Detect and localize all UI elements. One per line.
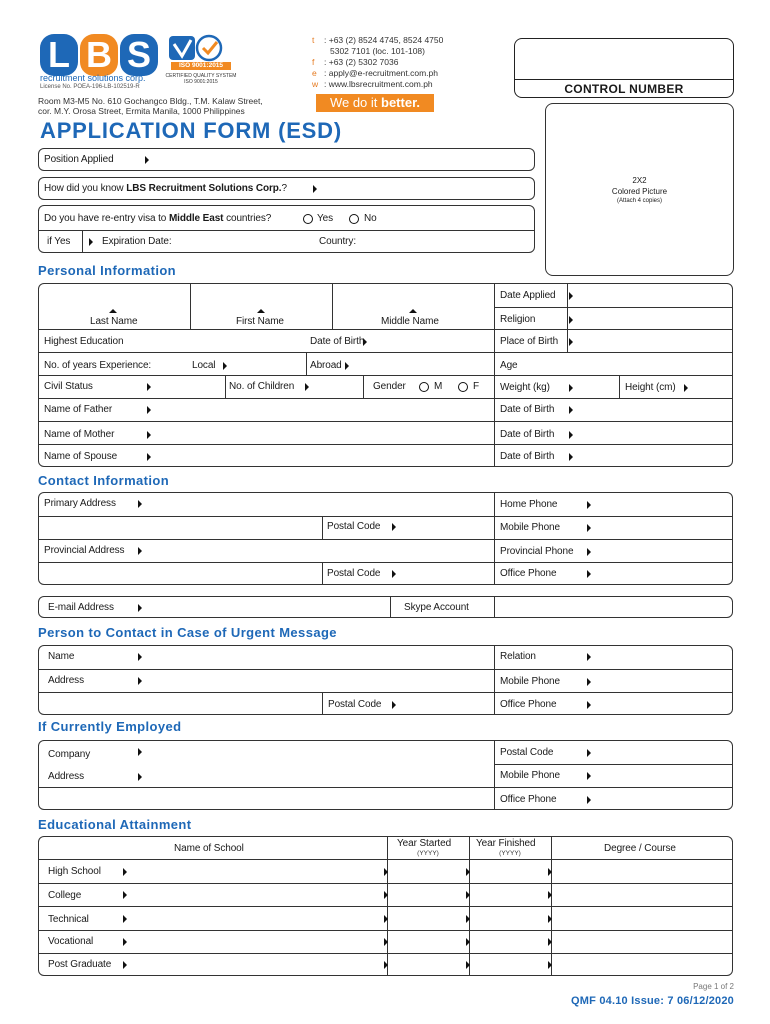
provincial-phone-arrow-icon (587, 548, 591, 556)
college-input[interactable] (127, 883, 382, 904)
edu-level-post-graduate: Post Graduate (48, 959, 112, 970)
employer-address-input[interactable] (142, 764, 492, 785)
high-school-input[interactable] (127, 859, 382, 880)
date-applied-label: Date Applied (500, 290, 556, 301)
edu-arrow-icon (466, 938, 470, 946)
contact-key-e: e (312, 68, 317, 78)
first-name-label: First Name (236, 316, 284, 327)
contact-fax: f : +63 (2) 5302 7036 (312, 57, 399, 67)
employment-hline (494, 764, 732, 765)
religion-input[interactable] (568, 307, 732, 328)
contact-key-f: f (312, 57, 315, 67)
source-label-pre: How did you know (44, 183, 127, 194)
personal-vline (306, 352, 307, 375)
middle-name-up-icon (409, 309, 417, 313)
father-dob-arrow-icon (569, 406, 573, 414)
urgent-postal-arrow-icon (392, 701, 396, 709)
company-input[interactable] (142, 741, 492, 762)
expiration-label: Expiration Date: (102, 236, 172, 247)
if-yes-label: if Yes (47, 236, 71, 247)
date-of-birth-label: Date of Birth (310, 336, 365, 347)
email-input[interactable] (142, 597, 388, 617)
edu-arrow-icon (466, 868, 470, 876)
tagline-banner (316, 94, 434, 112)
contact-hline (39, 516, 494, 517)
personal-vline (567, 329, 568, 352)
if-yes-separator (82, 230, 83, 253)
personal-vline-right (494, 284, 495, 467)
edu-arrow-icon (384, 938, 388, 946)
edu-arrow-icon (548, 961, 552, 969)
mobile-phone-input[interactable] (590, 516, 732, 537)
section-contact-info: Contact Information (38, 473, 170, 488)
primary-address-label: Primary Address (44, 498, 116, 509)
date-of-birth-arrow-icon (363, 338, 367, 346)
reentry-no-label: No (364, 213, 377, 224)
technical-input[interactable] (127, 906, 382, 927)
edu-arrow-icon (384, 915, 388, 923)
tagline-bold: better. (381, 95, 421, 110)
edu-arrow-icon (384, 868, 388, 876)
education-vline (387, 837, 388, 976)
no-children-arrow-icon (305, 383, 309, 391)
col-finished-header: Year Finished (476, 838, 536, 849)
spouse-label: Name of Spouse (44, 451, 118, 462)
reentry-label (44, 213, 271, 225)
abroad-arrow-icon (345, 362, 349, 370)
reentry-yes-radio[interactable] (303, 214, 313, 224)
gender-label: Gender (373, 381, 406, 392)
edu-level-high-school: High School (48, 866, 101, 877)
skype-input[interactable] (495, 597, 732, 617)
personal-vline (363, 375, 364, 398)
email-label: E-mail Address (48, 602, 114, 613)
edu-arrow-icon (548, 938, 552, 946)
father-arrow-icon (147, 406, 151, 414)
height-arrow-icon (684, 384, 688, 392)
reentry-label-region: Middle East (168, 213, 224, 224)
photo-caption: Colored Picture (611, 187, 668, 196)
position-applied-input[interactable] (150, 149, 534, 170)
personal-hline (39, 375, 732, 376)
section-personal-info: Personal Information (38, 263, 177, 278)
contact-vline-right (494, 493, 495, 585)
col-started-format: (YYYY) (417, 850, 439, 857)
edu-arrow-icon (548, 868, 552, 876)
section-currently-employed: If Currently Employed (38, 719, 182, 734)
control-number-label: CONTROL NUMBER (564, 82, 684, 96)
page-number: Page 1 of 2 (693, 982, 734, 991)
local-label: Local (192, 360, 216, 371)
education-vline (551, 837, 552, 976)
personal-hline (39, 398, 732, 399)
employment-hline (39, 787, 732, 788)
home-phone-label: Home Phone (500, 499, 558, 510)
edu-arrow-icon (466, 891, 470, 899)
urgent-address-input[interactable] (142, 669, 492, 690)
photo-note: (Attach 4 copies) (616, 198, 663, 204)
tagline-text: We do it (329, 95, 382, 110)
contact-hline (494, 562, 732, 563)
office-address-1: Room M3-M5 No. 610 Gochangco Bldg., T.M. Kalaw Street, (38, 96, 263, 106)
last-name-input[interactable] (39, 284, 189, 306)
weight-label: Weight (kg) (500, 382, 550, 393)
middle-name-label: Middle Name (381, 316, 439, 327)
personal-hline (39, 329, 732, 330)
personal-vline (619, 375, 620, 398)
photo-size: 2X2 (632, 176, 647, 185)
civil-status-arrow-icon (147, 383, 151, 391)
edu-level-technical: Technical (48, 914, 89, 925)
relation-label: Relation (500, 651, 536, 662)
personal-vline (225, 375, 226, 398)
edu-level-college: College (48, 890, 82, 901)
first-name-up-icon (257, 309, 265, 313)
mother-arrow-icon (147, 431, 151, 439)
father-input[interactable] (152, 421, 492, 442)
urgent-name-label: Name (48, 651, 75, 662)
urgent-vline-right (494, 646, 495, 715)
employment-vline-right (494, 741, 495, 810)
country-input[interactable] (375, 230, 533, 252)
section-urgent-contact: Person to Contact in Case of Urgent Message (38, 625, 337, 640)
control-number-divider (515, 79, 733, 80)
highest-education-label: Highest Education (44, 336, 124, 347)
contact-phone: t : +63 (2) 8524 4745, 8524 4750 (312, 35, 444, 45)
reentry-label-post: countries? (223, 213, 272, 224)
place-of-birth-arrow-icon (569, 338, 573, 346)
provincial-phone-label: Provincial Phone (500, 546, 574, 557)
source-label-company: LBS Recruitment Solutions Corp. (126, 183, 282, 194)
iso-certification-badge (165, 34, 237, 88)
col-degree-header: Degree / Course (604, 843, 676, 854)
gender-female-radio[interactable] (458, 382, 468, 392)
spouse-dob-label: Date of Birth (500, 451, 555, 462)
employer-mobile-label: Mobile Phone (500, 770, 560, 781)
mother-dob-arrow-icon (569, 431, 573, 439)
provincial-address-input[interactable] (142, 539, 492, 560)
office-phone-arrow-icon (587, 570, 591, 578)
personal-hline (39, 352, 732, 353)
abroad-label: Abroad (310, 360, 342, 371)
local-arrow-icon (223, 362, 227, 370)
skype-label: Skype Account (404, 602, 469, 613)
urgent-postal-label: Postal Code (328, 699, 382, 710)
reentry-no-radio[interactable] (349, 214, 359, 224)
urgent-hline (39, 692, 732, 693)
mother-label: Name of Mother (44, 429, 115, 440)
contact-phone-2 (330, 46, 425, 56)
col-school-header: Name of School (174, 843, 244, 854)
spouse-dob-arrow-icon (569, 453, 573, 461)
no-children-label: No. of Children (229, 381, 295, 392)
primary-postal-arrow-icon (392, 523, 396, 531)
iso-label: ISO 9001:2015 (178, 62, 224, 69)
contact-key-t: t (312, 35, 315, 45)
contact-phone-value: +63 (2) 8524 4745, 8524 4750 (328, 35, 444, 45)
edu-level-vocational: Vocational (48, 936, 94, 947)
license-number: License No. POEA-196-LB-102519-R (40, 84, 140, 90)
employer-office-arrow-icon (587, 796, 591, 804)
contact-fax-value: +63 (2) 5302 7036 (328, 57, 399, 67)
reentry-yes-label: Yes (317, 213, 334, 224)
source-label-post: ? (281, 183, 287, 194)
logo-letter-b: B (80, 34, 118, 76)
expiration-arrow-icon (89, 238, 93, 246)
contact-web: w : www.lbsrecruitment.com.ph (312, 79, 433, 89)
country-label: Country: (319, 236, 356, 247)
employer-postal-arrow-icon (587, 749, 591, 757)
office-phone-label: Office Phone (500, 568, 557, 579)
urgent-name-input[interactable] (142, 646, 492, 667)
photo-box[interactable] (545, 103, 734, 276)
contact-hline (39, 562, 494, 563)
iso-caption-1: CERTIFIED QUALITY SYSTEM (165, 73, 237, 79)
gender-female-label: F (473, 381, 480, 392)
mobile-phone-label: Mobile Phone (500, 522, 560, 533)
years-experience-label: No. of years Experience: (44, 360, 152, 371)
contact-vline (322, 516, 323, 539)
form-code: QMF 04.10 Issue: 7 06/12/2020 (571, 995, 734, 1007)
edu-arrow-icon (466, 961, 470, 969)
logo-letter-s: S (120, 34, 158, 76)
spouse-arrow-icon (147, 453, 151, 461)
last-name-up-icon (109, 309, 117, 313)
employer-office-label: Office Phone (500, 794, 557, 805)
urgent-vline (322, 692, 323, 715)
position-applied-label: Position Applied (44, 154, 114, 165)
provincial-address-label: Provincial Address (44, 545, 125, 556)
contact-web-value: www.lbsrecruitment.com.ph (328, 79, 433, 89)
logo-letter-l: L (40, 34, 78, 76)
contact-vline (322, 562, 323, 585)
mother-input[interactable] (152, 444, 492, 465)
control-number-box[interactable] (514, 38, 734, 98)
contact-email-value: apply@e-recruitment.com.ph (328, 68, 438, 78)
gender-male-radio[interactable] (419, 382, 429, 392)
primary-address-input[interactable] (142, 493, 492, 514)
contact-phone-2-value: 5302 7101 (loc. 101-108) (330, 46, 425, 56)
urgent-office-label: Office Phone (500, 699, 557, 710)
edu-arrow-icon (548, 891, 552, 899)
weight-arrow-icon (569, 384, 573, 392)
contact-key-w: w (312, 79, 319, 89)
contact-email: e : apply@e-recruitment.com.ph (312, 68, 438, 78)
employer-mobile-arrow-icon (587, 772, 591, 780)
logo-subtitle: recruitment solutions corp. (40, 73, 146, 83)
last-name-label: Last Name (90, 316, 138, 327)
age-label: Age (500, 360, 518, 371)
urgent-office-arrow-icon (587, 701, 591, 709)
col-started-header: Year Started (397, 838, 452, 849)
first-name-input[interactable] (191, 284, 331, 306)
urgent-mobile-label: Mobile Phone (500, 676, 560, 687)
expiration-input[interactable] (180, 230, 310, 252)
education-vline (469, 837, 470, 976)
relation-input[interactable] (590, 646, 732, 667)
section-education: Educational Attainment (38, 817, 192, 832)
iso-caption-2: ISO 9001:2015 (184, 79, 218, 85)
edu-arrow-icon (466, 915, 470, 923)
provincial-postal-label: Postal Code (327, 568, 381, 579)
employer-address-label: Address (48, 771, 84, 782)
company-logo (40, 34, 158, 76)
mother-dob-label: Date of Birth (500, 429, 555, 440)
vocational-input[interactable] (127, 930, 382, 951)
position-applied-arrow-icon (145, 156, 149, 164)
source-arrow-icon (313, 185, 317, 193)
edu-arrow-icon (548, 915, 552, 923)
height-label: Height (cm) (625, 382, 676, 393)
office-address-2: cor. M.Y. Orosa Street, Ermita Manila, 1000 Philippines (38, 106, 245, 116)
edu-arrow-icon (384, 891, 388, 899)
urgent-mobile-arrow-icon (587, 678, 591, 686)
source-label (44, 183, 287, 195)
source-input[interactable] (318, 178, 534, 199)
father-label: Name of Father (44, 404, 113, 415)
reentry-label-pre: Do you have re-entry visa to (44, 213, 169, 224)
edu-arrow-icon (384, 961, 388, 969)
middle-name-input[interactable] (333, 284, 493, 306)
primary-postal-label: Postal Code (327, 521, 381, 532)
email-vline (390, 597, 391, 618)
urgent-address-label: Address (48, 675, 84, 686)
provincial-postal-arrow-icon (392, 570, 396, 578)
col-finished-format: (YYYY) (499, 850, 521, 857)
company-label: Company (48, 749, 91, 760)
religion-label: Religion (500, 314, 536, 325)
employer-postal-label: Postal Code (500, 747, 554, 758)
post-graduate-input[interactable] (127, 953, 382, 974)
form-title: APPLICATION FORM (ESD) (40, 118, 342, 143)
father-dob-label: Date of Birth (500, 404, 555, 415)
gender-male-label: M (434, 381, 443, 392)
place-of-birth-label: Place of Birth (500, 336, 559, 347)
civil-status-label: Civil Status (44, 381, 93, 392)
date-applied-input[interactable] (568, 284, 732, 306)
home-phone-input[interactable] (590, 493, 732, 514)
